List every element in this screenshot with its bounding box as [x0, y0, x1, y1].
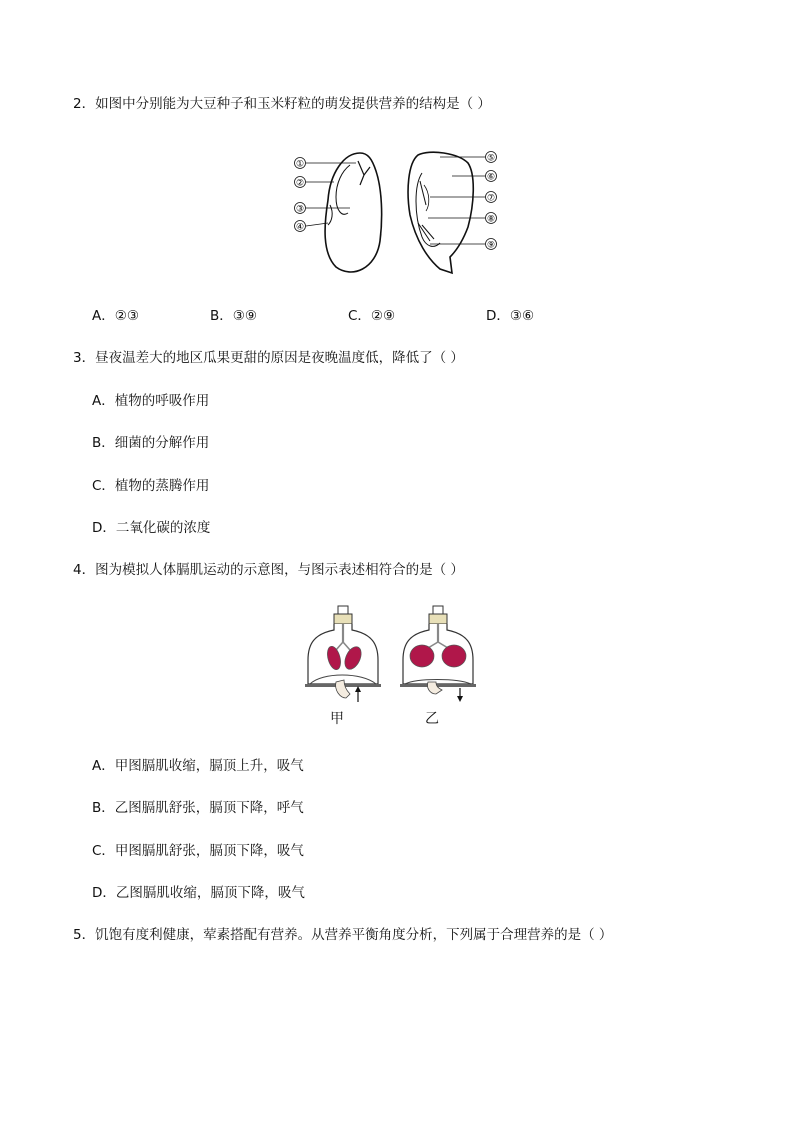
svg-text:⑨: ⑨ [486, 240, 496, 251]
q3-option-d[interactable]: D．二氧化碳的浓度 [92, 520, 211, 536]
caption-yi: 乙 [425, 711, 439, 727]
q3-option-c[interactable]: C．植物的蒸腾作用 [92, 478, 210, 494]
svg-text:②: ② [295, 178, 305, 189]
svg-text:③: ③ [295, 204, 305, 215]
seed-diagram [290, 145, 505, 281]
q2-option-a[interactable]: A．②③ [92, 308, 139, 324]
q2-option-c[interactable]: C．②⑨ [348, 308, 396, 324]
diaphragm-model-diagram [300, 604, 480, 708]
q2-stem: 2．如图中分别能为大豆种子和玉米籽粒的萌发提供营养的结构是（ ） [73, 96, 491, 112]
q5-stem: 5．饥饱有度利健康，荤素搭配有营养。从营养平衡角度分析，下列属于合理营养的是（ ） [73, 927, 613, 943]
svg-text:⑤: ⑤ [486, 153, 496, 164]
q4-option-c[interactable]: C．甲图膈肌舒张，膈顶下降，吸气 [92, 843, 304, 859]
seed-label-7 [486, 192, 497, 204]
seed-label-6 [486, 171, 497, 183]
svg-text:⑥: ⑥ [486, 172, 496, 183]
seed-label-8 [486, 213, 497, 225]
caption-jia: 甲 [330, 711, 344, 727]
q3-option-a[interactable]: A．植物的呼吸作用 [92, 393, 210, 409]
seed-label-1 [295, 158, 306, 170]
q2-option-d[interactable]: D．③⑥ [486, 308, 535, 324]
seed-label-9 [486, 239, 497, 251]
q3-option-b[interactable]: B．细菌的分解作用 [92, 435, 210, 451]
seed-label-2 [295, 177, 306, 189]
q4-option-a[interactable]: A．甲图膈肌收缩，膈顶上升，吸气 [92, 758, 304, 774]
seed-label-3 [295, 203, 306, 215]
svg-text:⑦: ⑦ [486, 193, 496, 204]
q2-option-b[interactable]: B．③⑨ [210, 308, 257, 324]
q4-option-b[interactable]: B．乙图膈肌舒张，膈顶下降，呼气 [92, 800, 304, 816]
svg-text:④: ④ [295, 222, 305, 233]
q4-option-d[interactable]: D．乙图膈肌收缩，膈顶下降，吸气 [92, 885, 305, 901]
q3-stem: 3．昼夜温差大的地区瓜果更甜的原因是夜晚温度低，降低了（ ） [73, 350, 464, 366]
seed-label-4 [295, 221, 306, 233]
q4-stem: 4．图为模拟人体膈肌运动的示意图，与图示表述相符合的是（ ） [73, 562, 464, 578]
jar-jia [305, 606, 381, 702]
svg-text:①: ① [295, 159, 305, 170]
jar-yi [400, 606, 476, 702]
seed-label-5 [486, 152, 497, 164]
svg-text:⑧: ⑧ [486, 214, 496, 225]
